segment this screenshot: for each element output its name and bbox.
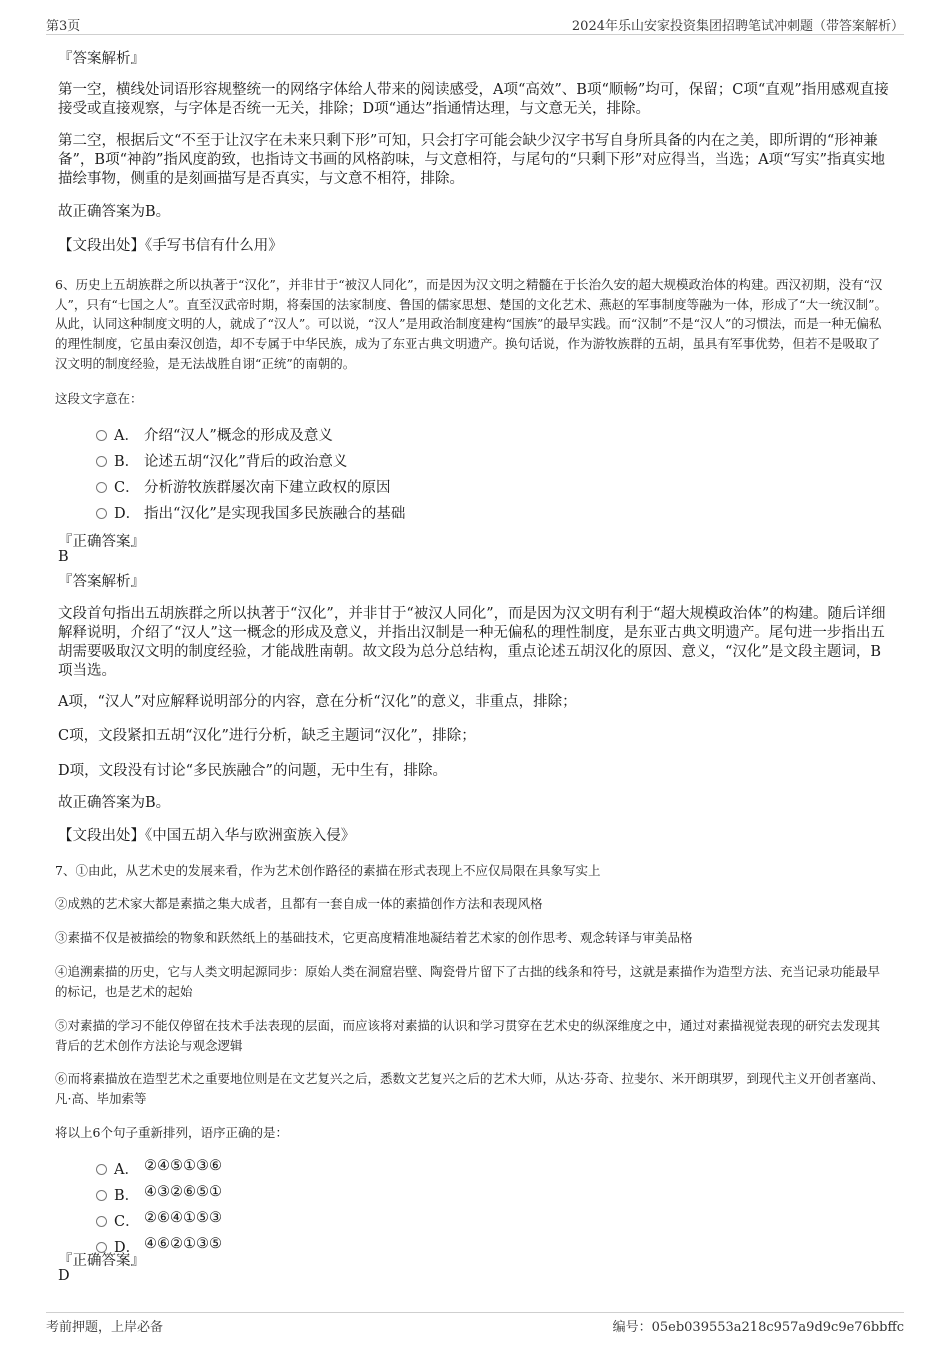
footer-serial: 编号：05eb039553a218c957a9d9c9e76bbffc — [612, 1320, 904, 1335]
q7-answer: D — [58, 1268, 70, 1284]
radio-icon[interactable] — [96, 482, 107, 493]
page-header — [46, 14, 904, 35]
q7-sentence-2: ②成熟的艺术家大都是素描之集大成者，且都有一套自成一体的素描创作方法和表现风格 — [55, 896, 543, 911]
radio-icon[interactable] — [96, 508, 107, 519]
q6-option-d[interactable] — [96, 502, 696, 522]
radio-icon[interactable] — [96, 1164, 107, 1175]
option-letter: A． — [114, 1162, 139, 1178]
q5-analysis-para1: 第一空，横线处词语形容规整统一的网络字体给人带来的阅读感受，A项“高效”、B项“顺畅”均可，保留；C项“直观”指用感观直接接受或直接观察，与字体是否统一无关，排除；D项“通达”指通情达理，与文意无关，排除。 — [58, 82, 889, 117]
option-letter: C． — [114, 1214, 140, 1230]
q7-sentence-5: ⑤对素描的学习不能仅停留在技术手法表现的层面，而应该将对素描的认识和学习贯穿在艺术史的纵深维度之中，通过对素描视觉表现的研究去发现其背后的艺术创作方法论与观念逻辑 — [55, 1018, 881, 1053]
q6-option-c[interactable] — [96, 476, 696, 496]
q6-source: 【文段出处】《中国五胡入华与欧洲蛮族入侵》 — [58, 828, 356, 844]
q6-analysis-para4: D项，文段没有讨论“多民族融合”的问题，无中生有，排除。 — [58, 763, 447, 779]
document-title: 2024年乐山安家投资集团招聘笔试冲刺题（带答案解析） — [571, 19, 904, 34]
q6-answer-label: 『正确答案』 — [58, 534, 145, 550]
q5-source: 【文段出处】《手写书信有什么用》 — [58, 238, 283, 254]
option-text: ④③②⑥⑤① — [144, 1184, 222, 1200]
q6-option-b[interactable] — [96, 450, 696, 470]
option-text: ④⑥②①③⑤ — [144, 1236, 222, 1252]
q6-prompt: 这段文字意在： — [55, 391, 143, 406]
q7-sentence-1: 7、①由此，从艺术史的发展来看，作为艺术创作路径的素描在形式表现上不应仅局限在具象写实上 — [55, 863, 601, 878]
q7-prompt: 将以上6个句子重新排列，语序正确的是： — [55, 1125, 288, 1140]
q6-analysis-label: 『答案解析』 — [58, 574, 145, 590]
q7-option-b[interactable] — [96, 1184, 696, 1204]
q7-sentence-6: ⑥而将素描放在造型艺术之重要地位则是在文艺复兴之后，悉数文艺复兴之后的艺术大师，从达·芬奇、拉斐尔、米开朗琪罗，到现代主义开创者塞尚、凡·高、毕加索等 — [55, 1071, 884, 1106]
option-text: 分析游牧族群屡次南下建立政权的原因 — [144, 480, 391, 496]
q5-analysis-para2: 第二空，根据后文“不至于让汉字在未来只剩下形”可知，只会打字可能会缺少汉字书写自身所具备的内在之美，即所谓的“形神兼备”，B项“神韵”指风度韵致，也指诗文书画的风格韵味，与文意相符，与尾句的“只剩下形”对应得当，当选；A项“写实”指真实地描绘事物，侧重的是刻画描写是否真实，与文意不相符，排除。 — [58, 133, 886, 187]
option-text: 介绍“汉人”概念的形成及意义 — [144, 428, 333, 444]
q7-option-c[interactable] — [96, 1210, 696, 1230]
q6-analysis-para2: A项，“汉人”对应解释说明部分的内容，意在分析“汉化”的意义，非重点，排除； — [58, 694, 577, 710]
q7-option-a[interactable] — [96, 1158, 696, 1178]
q6-answer: B — [58, 549, 69, 565]
radio-icon[interactable] — [96, 1190, 107, 1201]
q7-option-d[interactable] — [96, 1236, 696, 1256]
option-letter: A． — [114, 428, 139, 444]
q6-option-a[interactable] — [96, 424, 696, 444]
option-letter: D． — [114, 506, 141, 522]
option-letter: C． — [114, 480, 140, 496]
q5-analysis-label: 『答案解析』 — [58, 51, 145, 67]
q6-analysis-para1: 文段首句指出五胡族群之所以执著于“汉化”，并非甘于“被汉人同化”，而是因为汉文明有利于“超大规模政治体”的构建。随后详细解释说明，介绍了“汉人”这一概念的形成及意义，并指出汉制是一种无偏私的理性制度，是东亚古典文明遗产。尾句进一步指出五胡需要吸取汉文明的制度经验，才能战胜南朝。故文段为总分总结构，重点论述五胡汉化的原因、意义，“汉化”是文段主题词，B项当选。 — [58, 606, 886, 679]
q7-answer-label: 『正确答案』 — [58, 1253, 145, 1269]
option-text: 指出“汉化”是实现我国多民族融合的基础 — [144, 506, 406, 522]
page-footer — [46, 1312, 904, 1335]
q5-conclusion: 故正确答案为B。 — [58, 204, 171, 220]
option-text: ②④⑤①③⑥ — [144, 1158, 222, 1174]
q7-sentence-3: ③素描不仅是被描绘的物象和跃然纸上的基础技术，它更高度精准地凝结着艺术家的创作思考、观念转译与审美品格 — [55, 930, 693, 945]
radio-icon[interactable] — [96, 430, 107, 441]
footer-slogan: 考前押题，上岸必备 — [46, 1320, 164, 1335]
radio-icon[interactable] — [96, 1216, 107, 1227]
option-letter: D． — [114, 1240, 141, 1256]
page-number: 第3页 — [46, 19, 81, 34]
q7-sentence-4: ④追溯素描的历史，它与人类文明起源同步：原始人类在洞窟岩壁、陶瓷骨片留下了古拙的线条和符号，这就是素描作为造型方法、充当记录功能最早的标记，也是艺术的起始 — [55, 964, 881, 999]
option-text: ②⑥④①⑤③ — [144, 1210, 222, 1226]
q6-analysis-para3: C项，文段紧扣五胡“汉化”进行分析，缺乏主题词“汉化”，排除； — [58, 728, 476, 744]
option-text: 论述五胡“汉化”背后的政治意义 — [144, 454, 348, 470]
q6-stem: 6、历史上五胡族群之所以执著于“汉化”，并非甘于“被汉人同化”，而是因为汉文明之精髓在于长治久安的超大规模政治体的构建。西汉初期，没有“汉人”，只有“七国之人”。直至汉武帝时期，将秦国的法家制度、鲁国的儒家思想、楚国的文化艺术、燕赵的军事制度等融为一体，形成了“大一统汉制”。从此，认同这种制度文明的人，就成了“汉人”。可以说，“汉人”是用政治制度建构“国族”的最早实践。而“汉制”不是“汉人”的习惯法，而是一种无偏私的理性制度，它虽由秦汉创造，却不专属于中华民族，成为了东亚古典文明遗产。换句话说，作为游牧族群的五胡，虽具有军事优势，但若不是吸取了汉文明的制度经验，是无法战胜自诩“正统”的南朝的。 — [55, 277, 887, 371]
q6-conclusion: 故正确答案为B。 — [58, 795, 171, 811]
radio-icon[interactable] — [96, 456, 107, 467]
option-letter: B． — [114, 1188, 140, 1204]
option-letter: B． — [114, 454, 140, 470]
